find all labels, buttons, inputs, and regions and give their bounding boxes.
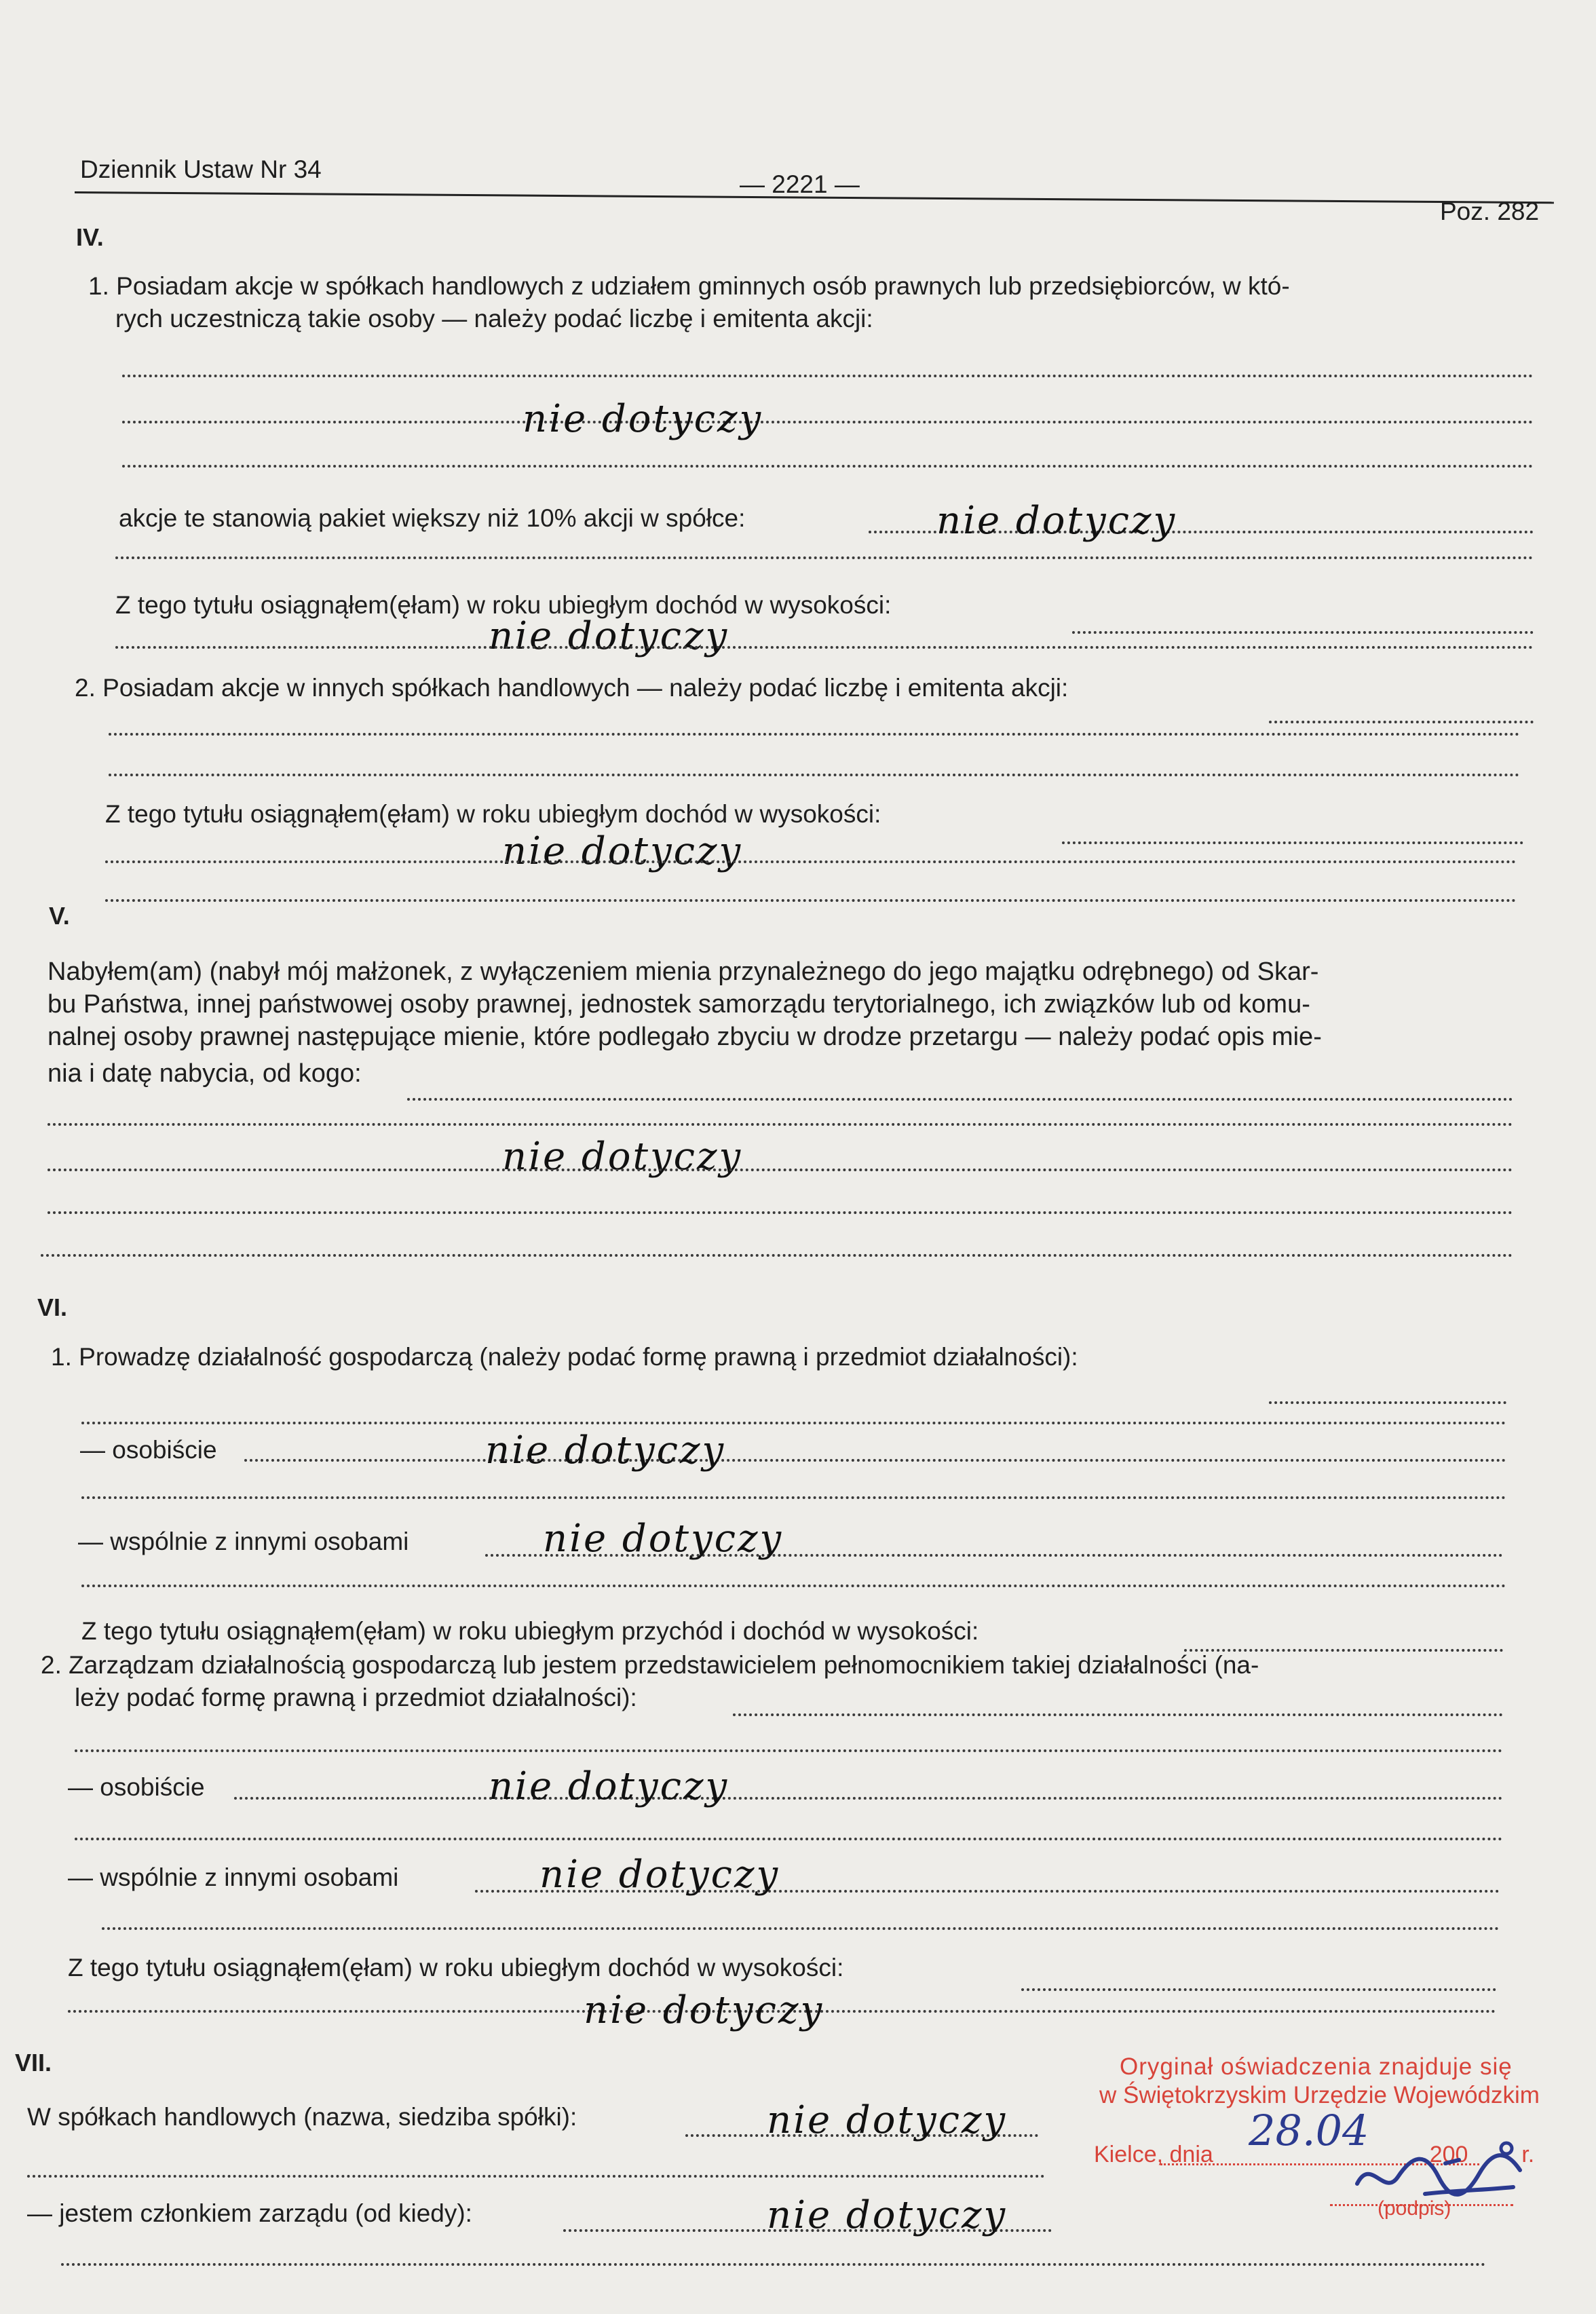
stamp-handwritten-date: 28.04 [1249, 2106, 1369, 2155]
page-number: — 2221 — [740, 170, 860, 198]
vi-wspolnie-answer: nie dotyczy [543, 1517, 784, 1561]
vi-wspolnie-label: — wspólnie z innymi osobami [78, 1528, 409, 1555]
iv-q1-line1: 1. Posiadam akcje w spółkach handlowych z udziałem gminnych osób prawnych lub przedsiębiorców, w któ- [88, 272, 1290, 300]
v-line4: nia i datę nabycia, od kogo: [48, 1059, 362, 1088]
vi-income2-label: Z tego tytułu osiągnąłem(ęłam) w roku ubiegłym dochód w wysokości: [68, 1954, 844, 1981]
stamp-year-suffix: r. [1521, 2142, 1535, 2167]
original-location-stamp [1059, 2034, 1561, 2258]
vii-zarzad-label: — jestem członkiem zarządu (od kiedy): [27, 2199, 472, 2227]
v-line-b [48, 1123, 1513, 1126]
iv-income1-line-b [115, 646, 1534, 649]
iv-income2-line-c [105, 899, 1517, 902]
v-line2: bu Państwa, innej państwowej osoby prawnej, jednostek samorządu terytorialnego, ich związków lub od komu- [48, 990, 1310, 1019]
stamp-line1: Oryginał oświadczenia znajduje się [1120, 2053, 1513, 2080]
v-line-c [48, 1169, 1513, 1171]
iv-pakiet-label: akcje te stanowią pakiet większy niż 10% akcji w spółce: [119, 504, 746, 532]
iv-income2-line [1062, 841, 1523, 844]
vi-wspolnie2-answer: nie dotyczy [539, 1853, 780, 1897]
iv-q1-line-a [122, 375, 1534, 377]
vi-osobiscie2-label: — osobiście [68, 1773, 205, 1801]
vii-spolki-label: W spółkach handlowych (nazwa, siedziba spółki): [27, 2103, 577, 2131]
v-line-d [48, 1211, 1513, 1214]
vi-q1-label: 1. Prowadzę działalność gospodarczą (należy podać formę prawną i przedmiot działalności): [51, 1343, 1078, 1371]
vi-income2-answer: nie dotyczy [584, 1988, 824, 2032]
stamp-line2: w Świętokrzyskim Urzędzie Wojewódzkim [1099, 2082, 1540, 2108]
iv-q2-line-b [109, 733, 1520, 736]
vi-income2-line [1021, 1988, 1496, 1991]
vi-income-label: Z tego tytułu osiągnąłem(ęłam) w roku ubiegłym przychód i dochód w wysokości: [81, 1617, 979, 1645]
journal-title: Dziennik Ustaw Nr 34 [80, 155, 322, 183]
v-line-e [41, 1254, 1513, 1257]
vi-q2-line2: leży podać formę prawną i przedmiot działalności): [75, 1684, 637, 1711]
iv-income2-label: Z tego tytułu osiągnąłem(ęłam) w roku ubiegłym dochód w wysokości: [105, 800, 881, 828]
iv-q1-line2: rych uczestniczą takie osoby — należy podać liczbę i emitenta akcji: [115, 305, 873, 333]
section-vii-heading: VII. [15, 2049, 52, 2076]
vi-q2-line-b [75, 1749, 1503, 1752]
iv-income1-label: Z tego tytułu osiągnąłem(ęłam) w roku ubiegłym dochód w wysokości: [115, 591, 892, 619]
vi-q1-line-b [81, 1422, 1506, 1424]
v-line3: nalnej osoby prawnej następujące mienie, które podlegało zbyciu w drodze przetargu — należy podać opis mie- [48, 1023, 1322, 1051]
vi-osobiscie2-line [234, 1797, 1503, 1800]
stamp-signature-label: (podpis) [1378, 2197, 1451, 2220]
vi-q2-line [733, 1713, 1503, 1716]
vi-q1-line [1269, 1401, 1506, 1404]
stamp-year-prefix: 200 [1429, 2142, 1468, 2167]
vii-line-b [61, 2263, 1486, 2266]
iv-line-d [115, 556, 1534, 559]
iv-q1-line-b [122, 421, 1534, 423]
iv-q1-line-c [122, 465, 1534, 468]
iv-q2-label: 2. Posiadam akcje w innych spółkach handlowych — należy podać liczbę i emitenta akcji: [75, 674, 1069, 702]
stamp-place-label: Kielce, dnia [1094, 2142, 1213, 2167]
vi-wspolnie2-label: — wspólnie z innymi osobami [68, 1863, 399, 1891]
iv-pakiet-answer: nie dotyczy [936, 499, 1177, 543]
iv-income1-line [1072, 631, 1534, 634]
section-iv-heading: IV. [76, 223, 104, 251]
vii-line-a [27, 2175, 1045, 2178]
vi-osobiscie-label: — osobiście [80, 1436, 217, 1464]
iv-q2-line-c [109, 774, 1520, 776]
v-answer: nie dotyczy [502, 1135, 743, 1179]
v-line-a [407, 1098, 1513, 1101]
vi-osobiscie2-answer: nie dotyczy [489, 1764, 729, 1808]
vi-line-c [81, 1496, 1506, 1499]
vi-line-d [81, 1585, 1506, 1587]
position-number: Poz. 282 [1440, 197, 1540, 225]
iv-q1-answer: nie dotyczy [522, 397, 763, 441]
v-line1: Nabyłem(am) (nabył mój małżonek, z wyłączeniem mienia przynależnego do jego majątku odrębnego) od Skar- [48, 957, 1319, 986]
vi-line-e [75, 1838, 1503, 1840]
vi-line-f [102, 1927, 1500, 1930]
vi-q2-line1: 2. Zarządzam działalnością gospodarczą lub jestem przedstawicielem pełnomocnikiem takiej działalności (na- [41, 1651, 1259, 1679]
iv-income1-answer: nie dotyczy [489, 614, 729, 658]
vii-zarzad-answer: nie dotyczy [767, 2193, 1008, 2237]
vi-osobiscie-line [244, 1459, 1506, 1462]
section-v-heading: V. [49, 902, 70, 930]
vii-spolki-answer: nie dotyczy [767, 2098, 1008, 2142]
vi-osobiscie-answer: nie dotyczy [485, 1428, 726, 1473]
iv-income2-answer: nie dotyczy [502, 829, 743, 873]
iv-income2-line-b [105, 860, 1517, 863]
section-vi-heading: VI. [37, 1293, 68, 1321]
iv-q2-line [1269, 721, 1534, 723]
